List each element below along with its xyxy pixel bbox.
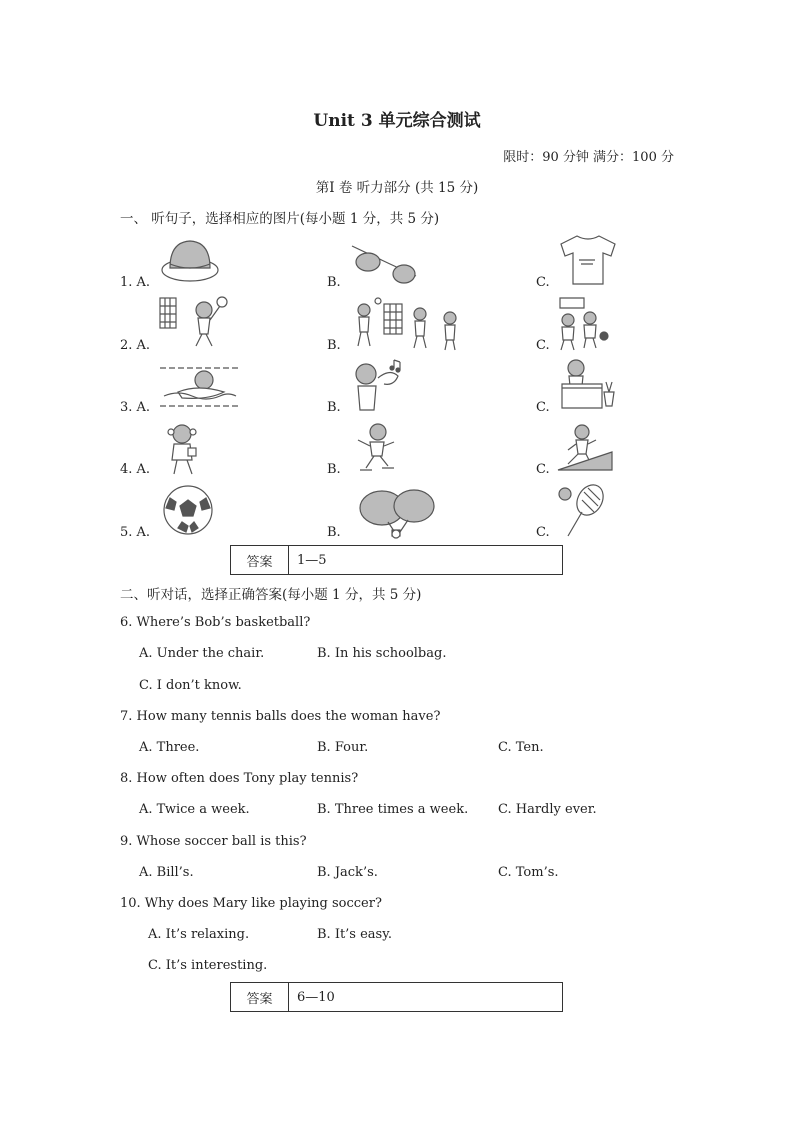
volleyball-players-icon [350,296,465,354]
q5-c-label: C. [536,525,550,540]
sunglasses-icon [350,242,418,286]
q8-question: 8. How often does Tony play tennis? [120,771,359,786]
answer-label: 答案 [231,546,289,574]
q7-option-a: A. Three. [139,740,200,755]
q6-option-a: A. Under the chair. [139,646,265,661]
q6-option-b: B. In his schoolbag. [317,646,447,661]
q4-a-label: 4. A. [120,462,151,477]
q7-question: 7. How many tennis balls does the woman have? [120,709,441,724]
soccer-ball-icon [162,484,214,536]
singer-icon [350,356,412,414]
q8-option-c: C. Hardly ever. [498,802,597,817]
badminton-player-icon [158,294,230,350]
part-heading: 第Ⅰ 卷 听力部分 (共 15 分) [315,180,479,196]
q2-c-label: C. [536,338,550,353]
q8-option-b: B. Three times a week. [317,802,469,817]
q4-c-label: C. [536,462,550,477]
swimmer-icon [158,362,240,414]
hat-icon [160,236,220,286]
q1-a-label: 1. A. [120,275,151,290]
basketball-players-icon [556,296,612,352]
q6-question: 6. Where’s Bob’s basketball? [120,615,311,630]
girl-walking-icon [162,422,206,478]
time-score-info: 限时：90 分钟 满分：100 分 [503,150,674,165]
q10-question: 10. Why does Mary like playing soccer? [120,896,382,911]
q1-b-label: B. [327,275,341,290]
q9-question: 9. Whose soccer ball is this? [120,834,307,849]
tennis-racket-icon [556,482,608,540]
q6-option-c: C. I don’t know. [139,678,242,693]
boy-skating-icon [348,420,400,478]
q9-option-c: C. Tom’s. [498,865,559,880]
q3-c-label: C. [536,400,550,415]
ping-pong-paddles-icon [356,488,442,540]
q5-a-label: 5. A. [120,525,151,540]
page-title: Unit 3 单元综合测试 [313,111,481,131]
q4-b-label: B. [327,462,341,477]
answer-table-1-5 [230,545,563,575]
boy-at-desk-icon [556,358,618,416]
q10-option-b: B. It’s easy. [317,927,392,942]
boy-running-icon [556,422,614,474]
q9-option-a: A. Bill’s. [139,865,194,880]
answer-label: 答案 [231,983,289,1011]
q10-option-a: A. It’s relaxing. [148,927,250,942]
q8-option-a: A. Twice a week. [139,802,250,817]
q1-c-label: C. [536,275,550,290]
q3-a-label: 3. A. [120,400,151,415]
answer-range: 6—10 [297,989,335,1005]
section1-heading: 一、 听句子，选择相应的图片(每小题 1 分，共 5 分) [120,211,440,227]
section2-heading: 二、听对话，选择正确答案(每小题 1 分，共 5 分) [120,587,422,603]
q10-option-c: C. It’s interesting. [148,958,268,973]
q2-a-label: 2. A. [120,338,151,353]
q2-b-label: B. [327,338,341,353]
q7-option-b: B. Four. [317,740,369,755]
q3-b-label: B. [327,400,341,415]
tshirt-icon [555,234,621,286]
answer-table-6-10 [230,982,563,1012]
q5-b-label: B. [327,525,341,540]
q9-option-b: B. Jack’s. [317,865,378,880]
answer-range: 1—5 [297,552,327,568]
q7-option-c: C. Ten. [498,740,544,755]
